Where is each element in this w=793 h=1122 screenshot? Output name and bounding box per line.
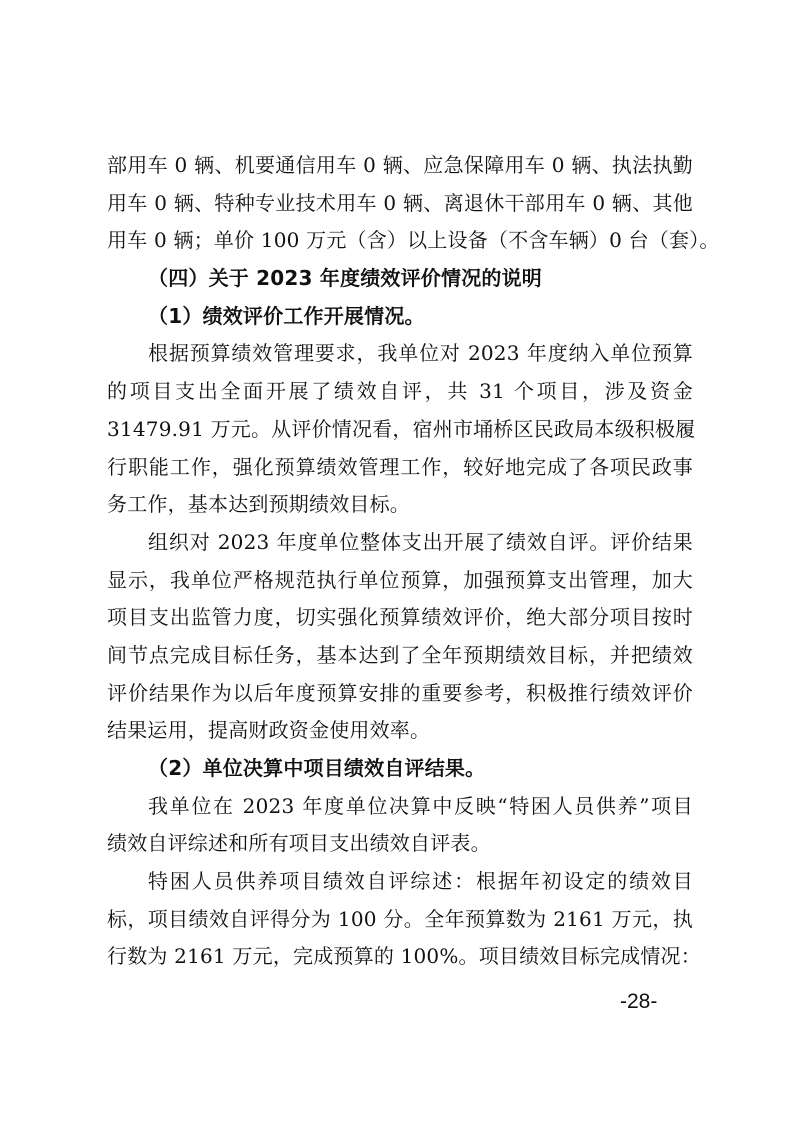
text-line: 评价结果作为以后年度预算安排的重要参考，积极推行绩效评价 xyxy=(107,680,693,705)
body-text xyxy=(107,147,720,976)
text-line: 务工作，基本达到预期绩效目标。 xyxy=(107,492,410,517)
text-line: 特困人员供养项目绩效自评综述：根据年初设定的绩效目 xyxy=(148,869,693,894)
text-line: 间节点完成目标任务，基本达到了全年预期绩效目标，并把绩效 xyxy=(107,642,693,667)
text-line: 我单位在 2023 年度单位决算中反映“特困人员供养”项目 xyxy=(148,793,693,818)
text-line: 行数为 2161 万元，完成预算的 100%。项目绩效目标完成情况： xyxy=(107,944,701,969)
text-line: 部用车 0 辆、机要通信用车 0 辆、应急保障用车 0 辆、执法执勤 xyxy=(107,153,693,177)
text-line: 标，项目绩效自评得分为 100 分。全年预算数为 2161 万元，执 xyxy=(107,906,693,931)
text-line: 项目支出监管力度，切实强化预算绩效评价，绝大部分项目按时 xyxy=(107,605,693,630)
text-line: 组织对 2023 年度单位整体支出开展了绩效自评。评价结果 xyxy=(148,529,693,554)
text-line: 结果运用，提高财政资金使用效率。 xyxy=(107,718,431,743)
section-heading: （2）单位决算中项目绩效自评结果。 xyxy=(148,756,486,780)
section-heading: （四）关于 2023 年度绩效评价情况的说明 xyxy=(148,266,542,291)
text-line: 行职能工作，强化预算绩效管理工作，较好地完成了各项民政事 xyxy=(107,454,693,479)
section-heading: （1）绩效评价工作开展情况。 xyxy=(148,303,425,328)
page-number: -28- xyxy=(620,990,658,1013)
text-line: 绩效自评综述和所有项目支出绩效自评表。 xyxy=(107,831,491,856)
text-line: 根据预算绩效管理要求，我单位对 2023 年度纳入单位预算 xyxy=(148,341,693,366)
text-line: 用车 0 辆；单价 100 万元（含）以上设备（不含车辆）0 台（套）。 xyxy=(107,228,720,253)
text-line: 的项目支出全面开展了绩效自评，共 31 个项目，涉及资金 xyxy=(107,379,693,404)
text-line: 31479.91 万元。从评价情况看，宿州市埇桥区民政局本级积极履 xyxy=(107,416,696,441)
text-line: 显示，我单位严格规范执行单位预算，加强预算支出管理，加大 xyxy=(107,567,693,592)
text-line: 用车 0 辆、特种专业技术用车 0 辆、离退休干部用车 0 辆、其他 xyxy=(107,190,693,215)
